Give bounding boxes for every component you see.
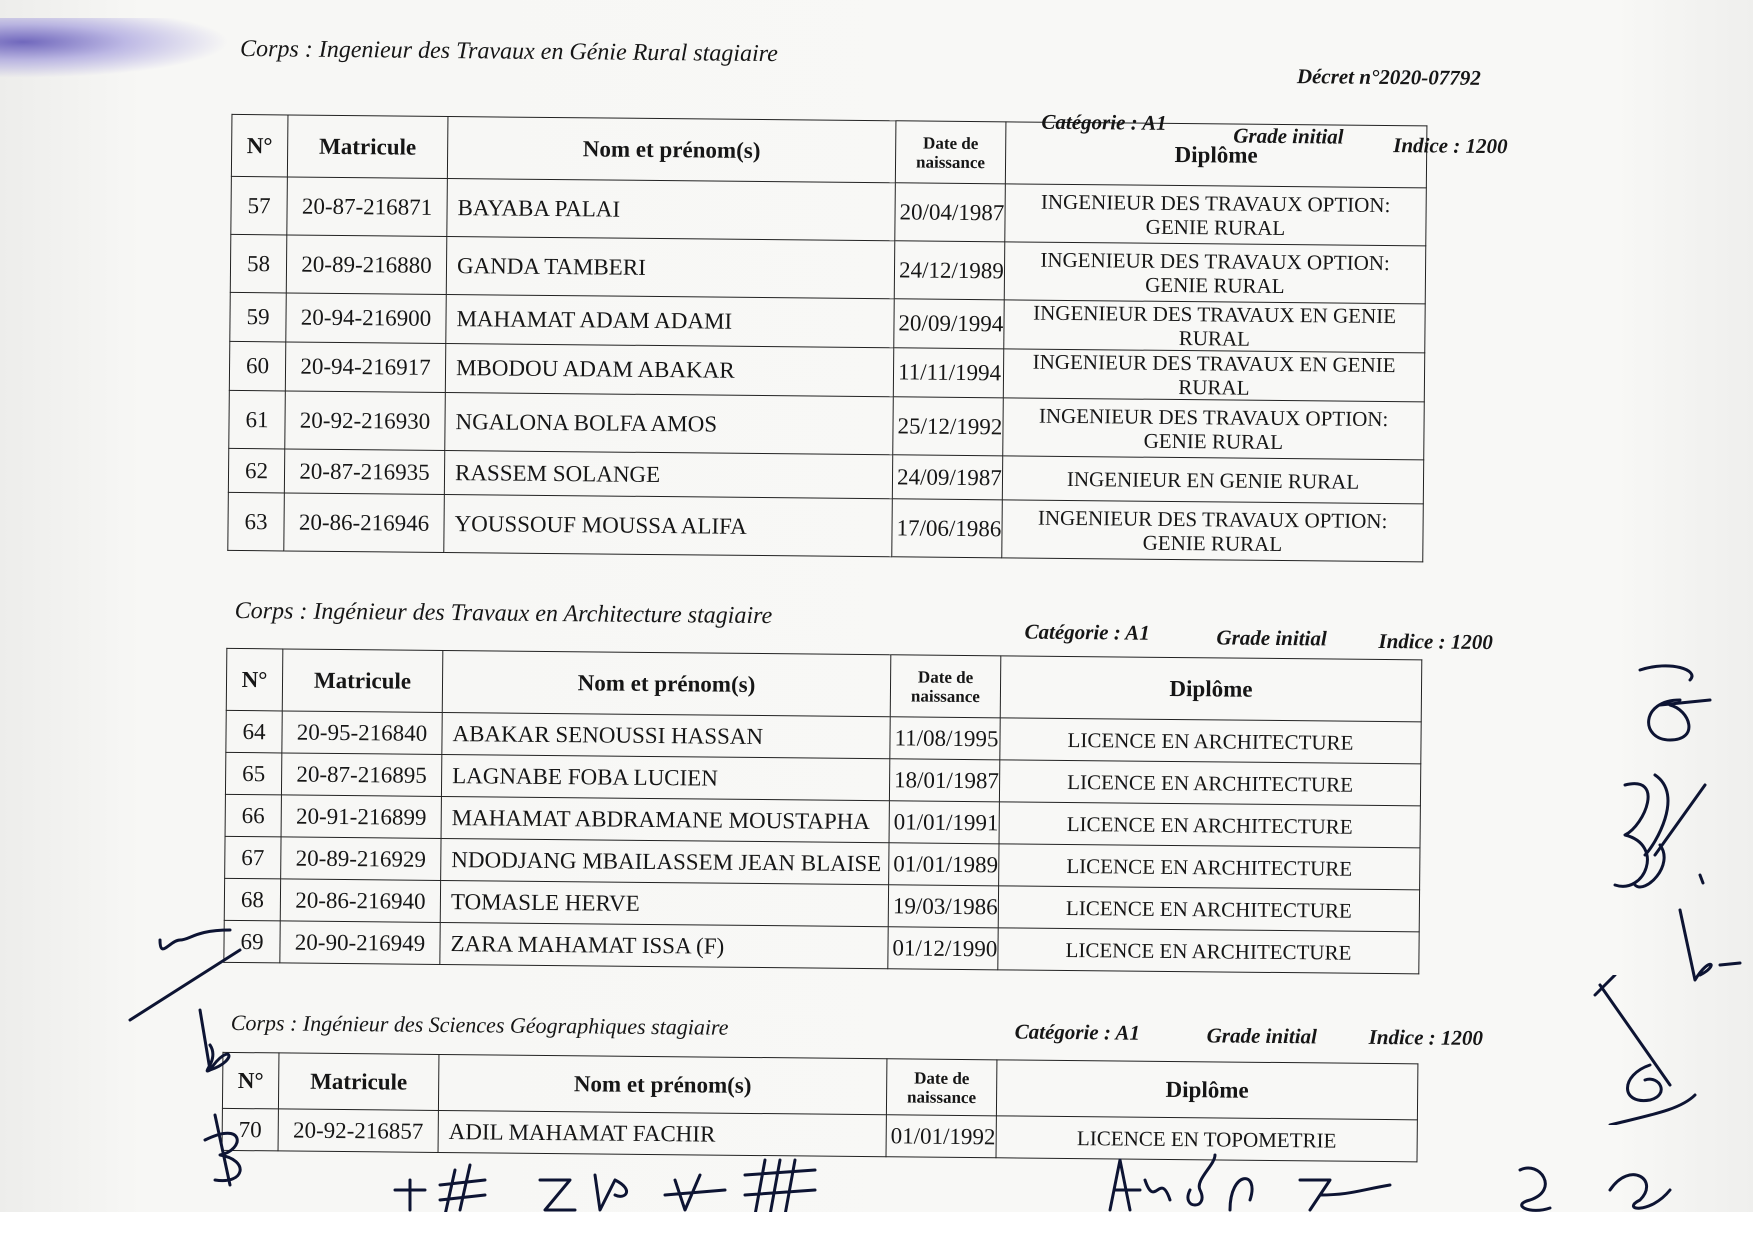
header-date: Date de naissance xyxy=(895,121,1006,184)
header-diplome: Diplôme xyxy=(996,1060,1418,1120)
cell-diplome: LICENCE EN ARCHITECTURE xyxy=(998,928,1419,974)
categorie-label: Catégorie : A1 xyxy=(1024,619,1150,645)
section-sciences-geographiques xyxy=(222,1009,1484,1162)
cell-num: 61 xyxy=(229,390,286,449)
corps-title: Corps : Ingénieur des Travaux en Architecture stagiaire xyxy=(234,597,773,630)
cell-diplome: LICENCE EN ARCHITECTURE xyxy=(999,802,1420,848)
cell-matricule: 20-95-216840 xyxy=(282,711,442,755)
categorie-label: Catégorie : A1 xyxy=(1041,109,1167,135)
cell-matricule: 20-89-216929 xyxy=(281,837,441,881)
cell-matricule: 20-87-216895 xyxy=(281,753,441,797)
cell-nom: YOUSSOUF MOUSSA ALIFA xyxy=(444,494,893,556)
header-num: N° xyxy=(231,114,288,177)
cell-num: 68 xyxy=(224,878,280,921)
cell-matricule: 20-92-216930 xyxy=(285,391,446,451)
signature-icon xyxy=(1605,765,1715,915)
signature-icon xyxy=(120,920,260,1080)
cell-matricule: 20-94-216917 xyxy=(285,342,445,393)
signature-icon xyxy=(1590,975,1700,1125)
signature-icon xyxy=(1630,660,1720,750)
corps-title: Corps : Ingénieur des Sciences Géographiques stagiaire xyxy=(230,1009,729,1040)
header-diplome: Diplôme xyxy=(1005,122,1427,188)
cell-date: 17/06/1986 xyxy=(892,499,1003,558)
cell-date: 18/01/1987 xyxy=(889,759,999,802)
cell-num: 66 xyxy=(225,794,281,837)
cell-nom: MBODOU ADAM ABAKAR xyxy=(445,343,893,396)
cell-diplome: INGENIEUR EN GENIE RURAL xyxy=(1002,456,1423,504)
indice-label: Indice : 1200 xyxy=(1393,133,1508,159)
cell-num: 60 xyxy=(229,341,285,391)
section-genie-rural xyxy=(227,32,1508,562)
header-nom: Nom et prénom(s) xyxy=(438,1054,887,1114)
cell-diplome: INGENIEUR DES TRAVAUX EN GENIE RURAL xyxy=(1004,300,1425,353)
cell-matricule: 20-92-216857 xyxy=(278,1109,438,1153)
cell-diplome: INGENIEUR DES TRAVAUX OPTION: GENIE RURAL xyxy=(1004,242,1426,304)
cell-num: 63 xyxy=(228,492,285,551)
header-diplome: Diplôme xyxy=(1000,656,1422,722)
cell-matricule: 20-89-216880 xyxy=(286,235,447,295)
initials-icon xyxy=(1670,905,1750,985)
cell-nom: BAYABA PALAI xyxy=(447,178,896,240)
cell-date: 01/01/1992 xyxy=(886,1115,996,1158)
cell-num: 59 xyxy=(230,292,286,342)
header-date: Date de naissance xyxy=(890,655,1001,718)
cell-date: 11/11/1994 xyxy=(893,348,1003,398)
grade-label: Grade initial xyxy=(1216,625,1327,651)
cell-nom: MAHAMAT ADAM ADAMI xyxy=(446,294,894,347)
cell-num: 69 xyxy=(224,920,280,963)
cell-nom: RASSEM SOLANGE xyxy=(444,450,892,498)
cell-num: 64 xyxy=(226,710,282,753)
cell-matricule: 20-86-216940 xyxy=(280,879,440,923)
cell-diplome: LICENCE EN TOPOMETRIE xyxy=(996,1116,1417,1162)
page-bottom-margin xyxy=(0,1212,1753,1240)
cell-date: 11/08/1995 xyxy=(890,717,1000,760)
grade-label: Grade initial xyxy=(1206,1023,1318,1049)
cell-num: 58 xyxy=(230,234,287,293)
cell-nom: ZARA MAHAMAT ISSA (F) xyxy=(440,922,888,968)
cell-date: 24/12/1989 xyxy=(894,241,1005,300)
signature-icon xyxy=(385,1150,905,1220)
corps-title: Corps : Ingenieur des Travaux en Génie Rural stagiaire xyxy=(239,36,778,68)
cell-date: 24/09/1987 xyxy=(892,455,1002,500)
cell-nom: NDODJANG MBAILASSEM JEAN BLAISE xyxy=(441,838,889,884)
cell-date: 01/01/1991 xyxy=(889,801,999,844)
agents-table xyxy=(223,648,1422,974)
cell-matricule: 20-87-216935 xyxy=(284,449,444,495)
cell-diplome: INGENIEUR DES TRAVAUX OPTION: GENIE RURAL xyxy=(1003,398,1425,460)
cell-nom: TOMASLE HERVE xyxy=(440,880,888,926)
cell-matricule: 20-94-216900 xyxy=(286,293,446,344)
header-date: Date de naissance xyxy=(886,1059,997,1116)
cell-diplome: LICENCE EN ARCHITECTURE xyxy=(999,844,1420,890)
cell-date: 20/09/1994 xyxy=(894,299,1004,349)
cell-num: 62 xyxy=(228,448,284,493)
table-row xyxy=(228,492,1424,561)
decret-number: Décret n°2020-07792 xyxy=(1296,64,1481,90)
agents-table xyxy=(222,1052,1419,1162)
cell-diplome: LICENCE EN ARCHITECTURE xyxy=(999,760,1420,806)
cell-nom: MAHAMAT ABDRAMANE MOUSTAPHA xyxy=(441,796,889,842)
header-matricule: Matricule xyxy=(287,115,448,179)
cell-date: 19/03/1986 xyxy=(888,885,998,928)
cell-nom: LAGNABE FOBA LUCIEN xyxy=(441,754,889,800)
cell-date: 20/04/1987 xyxy=(895,183,1006,242)
header-matricule: Matricule xyxy=(278,1053,439,1111)
cell-diplome: LICENCE EN ARCHITECTURE xyxy=(1000,718,1421,764)
cell-date: 25/12/1992 xyxy=(893,397,1004,456)
cell-matricule: 20-90-216949 xyxy=(280,921,440,965)
cell-num: 57 xyxy=(231,176,288,235)
header-num: N° xyxy=(226,648,283,711)
cell-matricule: 20-86-216946 xyxy=(284,493,445,553)
indice-label: Indice : 1200 xyxy=(1378,628,1493,655)
cell-nom: ADIL MAHAMAT FACHIR xyxy=(438,1110,886,1156)
indice-label: Indice : 1200 xyxy=(1368,1024,1484,1050)
cell-diplome: INGENIEUR DES TRAVAUX OPTION: GENIE RURAL xyxy=(1002,500,1424,562)
cell-date: 01/01/1989 xyxy=(889,843,999,886)
cell-matricule: 20-87-216871 xyxy=(287,177,448,237)
cell-diplome: LICENCE EN ARCHITECTURE xyxy=(998,886,1419,932)
section-architecture xyxy=(223,597,1493,974)
cell-num: 67 xyxy=(225,836,281,879)
header-matricule: Matricule xyxy=(282,649,443,713)
cell-num: 65 xyxy=(225,752,281,795)
cell-matricule: 20-91-216899 xyxy=(281,795,441,839)
header-nom: Nom et prénom(s) xyxy=(442,650,891,716)
header-nom: Nom et prénom(s) xyxy=(447,116,896,182)
header-num: N° xyxy=(222,1052,279,1109)
cell-num: 70 xyxy=(222,1108,278,1151)
cell-diplome: INGENIEUR DES TRAVAUX EN GENIE RURAL xyxy=(1003,349,1424,402)
cell-nom: NGALONA BOLFA AMOS xyxy=(445,392,894,454)
agents-table xyxy=(227,114,1427,562)
initials-icon xyxy=(195,1110,265,1190)
signature-icon xyxy=(1100,1150,1700,1220)
cell-diplome: INGENIEUR DES TRAVAUX OPTION: GENIE RURAL xyxy=(1005,184,1427,246)
cell-date: 01/12/1990 xyxy=(888,927,998,970)
cell-nom: GANDA TAMBERI xyxy=(446,236,895,298)
categorie-label: Catégorie : A1 xyxy=(1014,1019,1141,1045)
cell-nom: ABAKAR SENOUSSI HASSAN xyxy=(442,712,890,758)
grade-label: Grade initial xyxy=(1233,123,1344,149)
